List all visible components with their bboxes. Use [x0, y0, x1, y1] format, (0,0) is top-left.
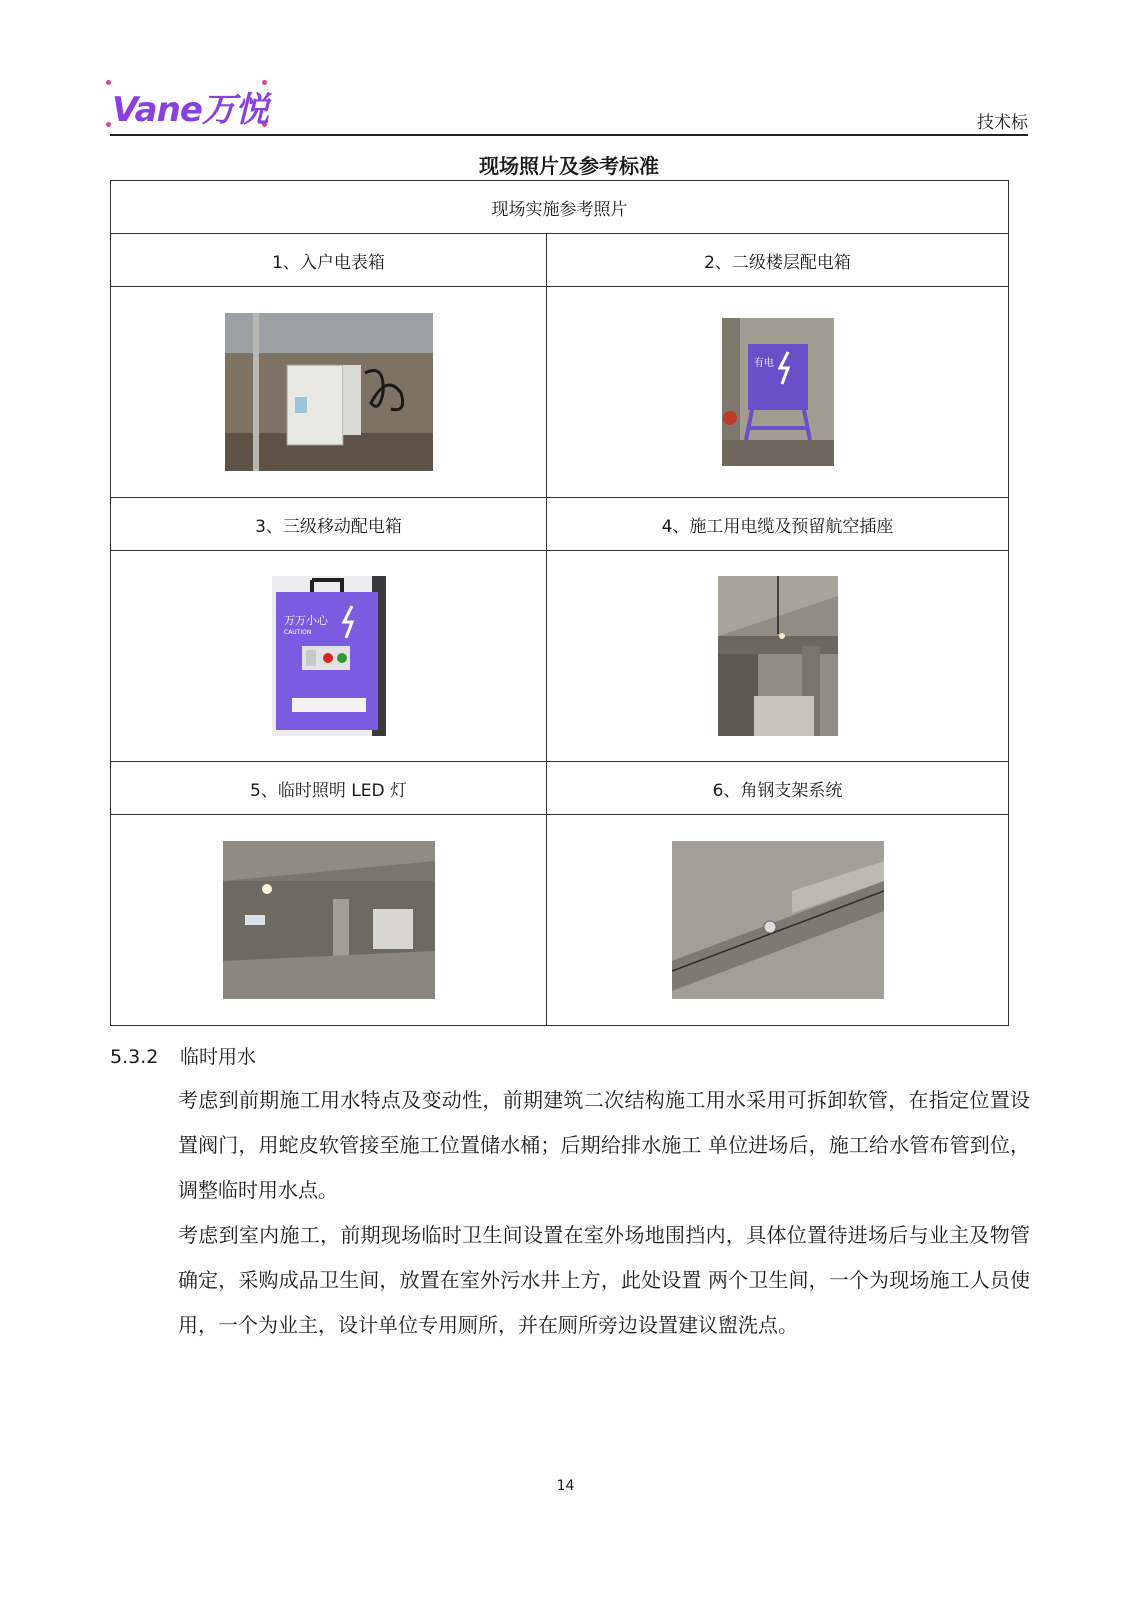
- header-divider: [110, 134, 1028, 136]
- paragraph-1: 考虑到前期施工用水特点及变动性，前期建筑二次结构施工用水采用可拆卸软管，在指定位置设置阀门，用蛇皮软管接至施工位置储水桶；后期给排水施工 单位进场后，施工给水管布管到位，调整临时用水点。: [178, 1088, 1030, 1202]
- logo-text: Vane万悦: [112, 90, 268, 130]
- mobile-distribution-box-photo: [272, 576, 386, 736]
- box-sign-text: 有电: [753, 358, 774, 369]
- caution-sign-sub: CAUTION: [283, 629, 311, 636]
- photo-cell-3: [111, 551, 547, 762]
- caption-6: 6、角钢支架系统: [547, 762, 1009, 815]
- page-number: 14: [556, 1478, 575, 1494]
- photo-cell-4: [547, 551, 1009, 762]
- photo-cell-2: [547, 287, 1009, 498]
- table-section-label: 现场实施参考照片: [111, 181, 1009, 234]
- caution-sign-text: 万万小心: [283, 614, 328, 627]
- section-title: 临时用水: [180, 1046, 257, 1068]
- section-number: 5.3.2: [110, 1046, 159, 1068]
- led-lighting-photo: [223, 841, 435, 999]
- caption-1: 1、入户电表箱: [111, 234, 547, 287]
- paragraph-2: 考虑到室内施工，前期现场临时卫生间设置在室外场地围挡内，具体位置待进场后与业主及物管确定，采购成品卫生间，放置在室外污水井上方，此处设置 两个卫生间，一个为现场施工人员使用，一个为业主，设计单位专用厕所，并在厕所旁边设置建议盥洗点。: [178, 1223, 1030, 1337]
- company-logo: [104, 78, 268, 130]
- caption-3: 3、三级移动配电箱: [111, 498, 547, 551]
- photo-cell-1: [111, 287, 547, 498]
- floor-distribution-box-photo: [722, 318, 834, 466]
- caption-2: 2、二级楼层配电箱: [547, 234, 1009, 287]
- cable-socket-photo: [718, 576, 838, 736]
- photo-cell-5: [111, 815, 547, 1026]
- document-label: 技术标: [977, 113, 1028, 133]
- caption-4: 4、施工用电缆及预留航空插座: [547, 498, 1009, 551]
- photo-cell-6: [547, 815, 1009, 1026]
- table-title: 现场照片及参考标准: [479, 154, 659, 178]
- section-heading: [110, 1042, 256, 1069]
- angle-steel-bracket-photo: [672, 841, 884, 999]
- caption-5: 5、临时照明 LED 灯: [111, 762, 547, 815]
- meter-box-photo: [225, 313, 433, 471]
- photo-reference-table: [110, 180, 1009, 1026]
